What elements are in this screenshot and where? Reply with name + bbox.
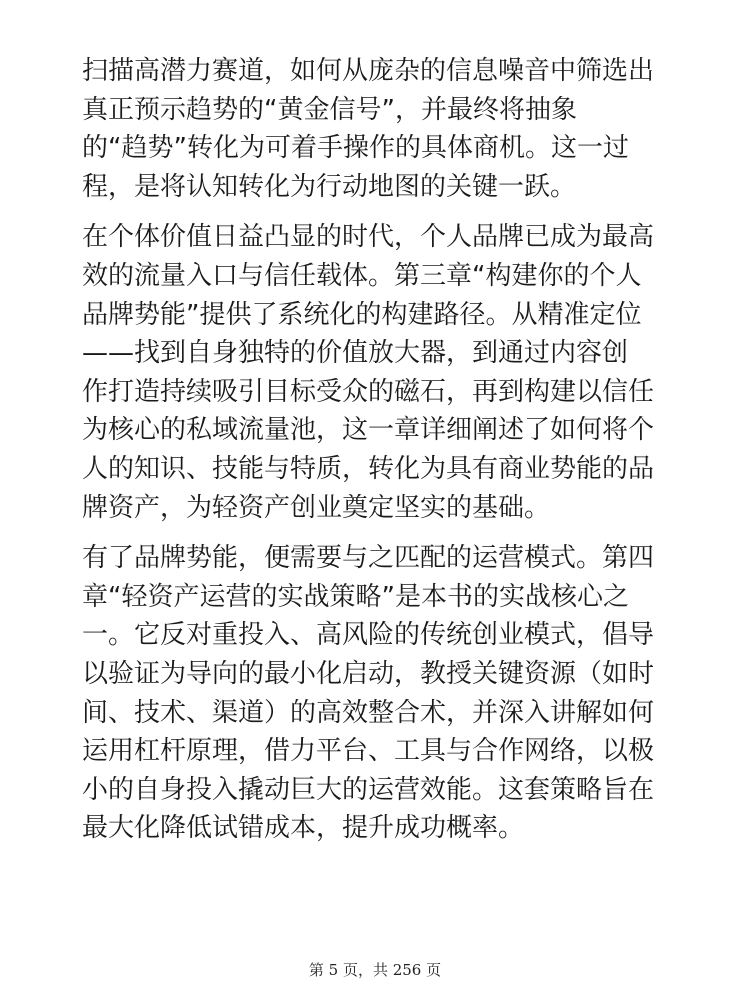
text-line: 运用杠杆原理，借力平台、工具与合作网络，以极 [82, 736, 655, 767]
page-number: 第 5 页，共 256 页 [308, 961, 442, 979]
text-line: 程，是将认知转化为行动地图的关键一跃。 [82, 171, 577, 202]
text-line: ——找到自身独特的价值放大器，到通过内容创 [82, 338, 629, 369]
text-line: 在个体价值日益凸显的时代，个人品牌已成为最高 [82, 222, 655, 253]
text-line: 章“轻资产运营的实战策略”是本书的实战核心之 [82, 581, 629, 612]
text-line: 扫描高潜力赛道，如何从庞杂的信息噪音中筛选出 [82, 56, 655, 86]
text-line: 真正预示趋势的“黄金信号”，并最终将抽象 [82, 94, 577, 125]
text-line: 为核心的私域流量池，这一章详细阐述了如何将个 [82, 415, 655, 446]
text-line: 以验证为导向的最小化启动，教授关键资源（如时 [82, 658, 655, 689]
text-line: 牌资产，为轻资产创业奠定坚实的基础。 [82, 492, 551, 523]
text-line: 效的流量入口与信任载体。第三章“构建你的个人 [82, 260, 642, 291]
text-line: 间、技术、渠道）的高效整合术，并深入讲解如何 [82, 697, 655, 728]
paragraph-3 [82, 539, 678, 848]
body-text [82, 52, 678, 848]
paragraph-2 [82, 218, 678, 527]
text-line: 的“趋势”转化为可着手操作的具体商机。这一过 [82, 133, 629, 164]
text-line: 小的自身投入撬动巨大的运营效能。这套策略旨在 [82, 774, 655, 805]
text-line: 人的知识、技能与特质，转化为具有商业势能的品 [82, 453, 655, 484]
text-line: 品牌势能”提供了系统化的构建路径。从精准定位 [82, 299, 642, 330]
text-line: 有了品牌势能，便需要与之匹配的运营模式。第四 [82, 543, 655, 574]
text-line: 作打造持续吸引目标受众的磁石，再到构建以信任 [82, 376, 655, 407]
text-line: 一。它反对重投入、高风险的传统创业模式，倡导 [82, 620, 655, 651]
paragraph-1 [82, 52, 678, 206]
text-line: 最大化降低试错成本，提升成功概率。 [82, 813, 525, 844]
